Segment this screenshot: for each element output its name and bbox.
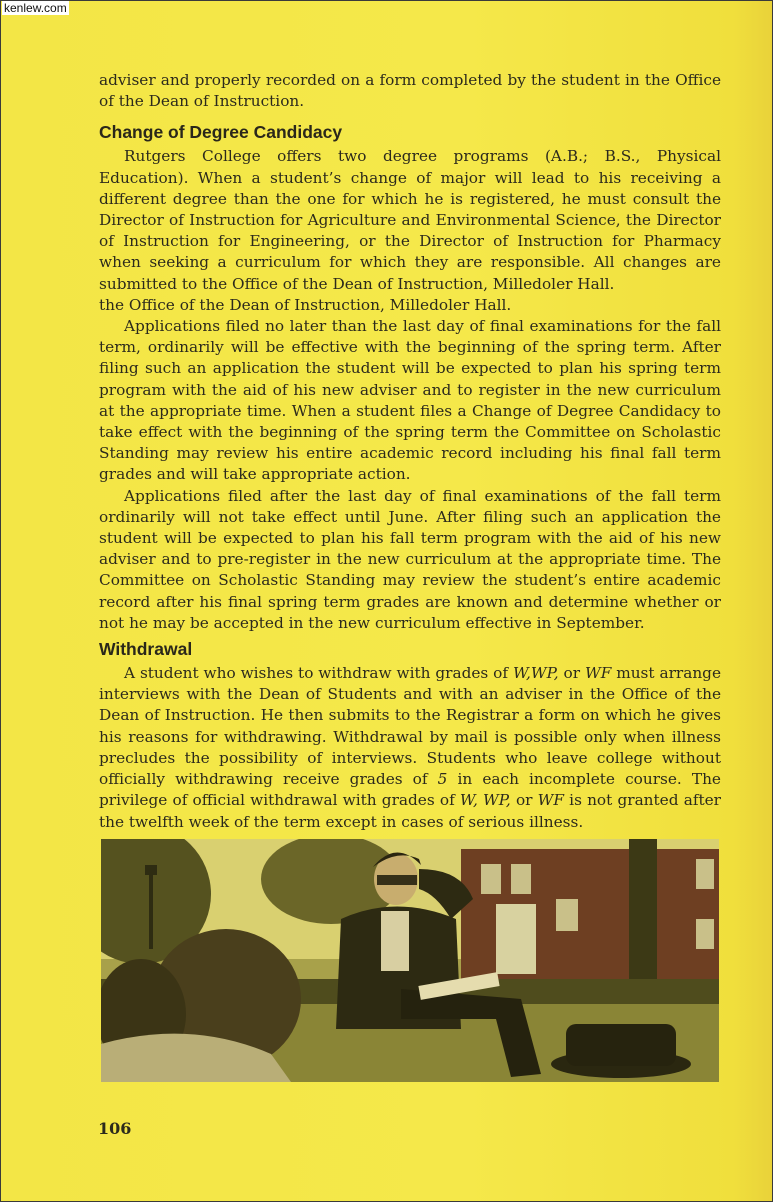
page-number: 106 — [98, 1119, 132, 1138]
intro-paragraph: adviser and properly recorded on a form completed by the student in the Office of the Dean of Instruction. — [99, 71, 721, 111]
paragraph-degree-programs: Rutgers College offers two degree programs (A.B.; B.S., Physical Education). When a student’s change of major will lead to his receiving a different degree than the one for which he is registered, he must consult the Director of Instruction for Agriculture and Environmental Science, the Director of Instruction for Engineering, or the Director of Instruction for Pharmacy when seeking a curriculum for which they are responsible. All changes are submitted to the Office of the Dean of Instruction, Milledoler Hall. — [99, 147, 721, 293]
watermark-label: kenlew.com — [4, 1, 67, 15]
paragraph-withdrawal: A student who wishes to withdraw with grades of W,WP, or WF must arrange interviews with the Dean of Students and with an adviser in the Office of the Dean of Instruction. He then submits to the Registrar a form on which he gives his reasons for withdrawing. Withdrawal by mail is possible only when illness precludes the possibility of interviews. Students who leave college without officially withdrawing receive grades of 5 in each incomplete course. The privilege of official withdrawal with grades of W, WP, or WF is not granted after the twelfth week of the term except in cases of serious illness. — [99, 664, 722, 831]
heading-withdrawal: Withdrawal — [99, 639, 193, 660]
heading-change-of-degree-candidacy: Change of Degree Candidacy — [99, 122, 343, 143]
campus-photograph — [101, 839, 719, 1082]
page-content — [99, 70, 721, 833]
paragraph-applications-before-exams: Applications filed no later than the last day of final examinations for the fall term, ordinarily will be effective with the beginning of the spring term. After filing such an application the student will be expected to plan his spring term program with the aid of his new adviser and to register in the new curriculum at the appropriate time. When a student files a Change of Degree Candidacy to take effect with the beginning of the spring term the Committee on Scholastic Standing may review his entire academic record including his final fall term grades and will take appropriate action. — [99, 317, 721, 484]
paragraph-applications-after-exams: Applications filed after the last day of final examinations of the fall term ordinarily will not take effect until June. After filing such an application the student will be expected to plan his fall term program with the aid of his new adviser and to pre-register in the new curriculum at the appropriate time. The Committee on Scholastic Standing may review the student’s entire academic record after his final spring term grades are known and determine whether or not he may be accepted in the new curriculum effective in September. — [99, 486, 721, 632]
paragraph-repeated-line: the Office of the Dean of Instruction, Milledoler Hall. — [99, 295, 512, 314]
